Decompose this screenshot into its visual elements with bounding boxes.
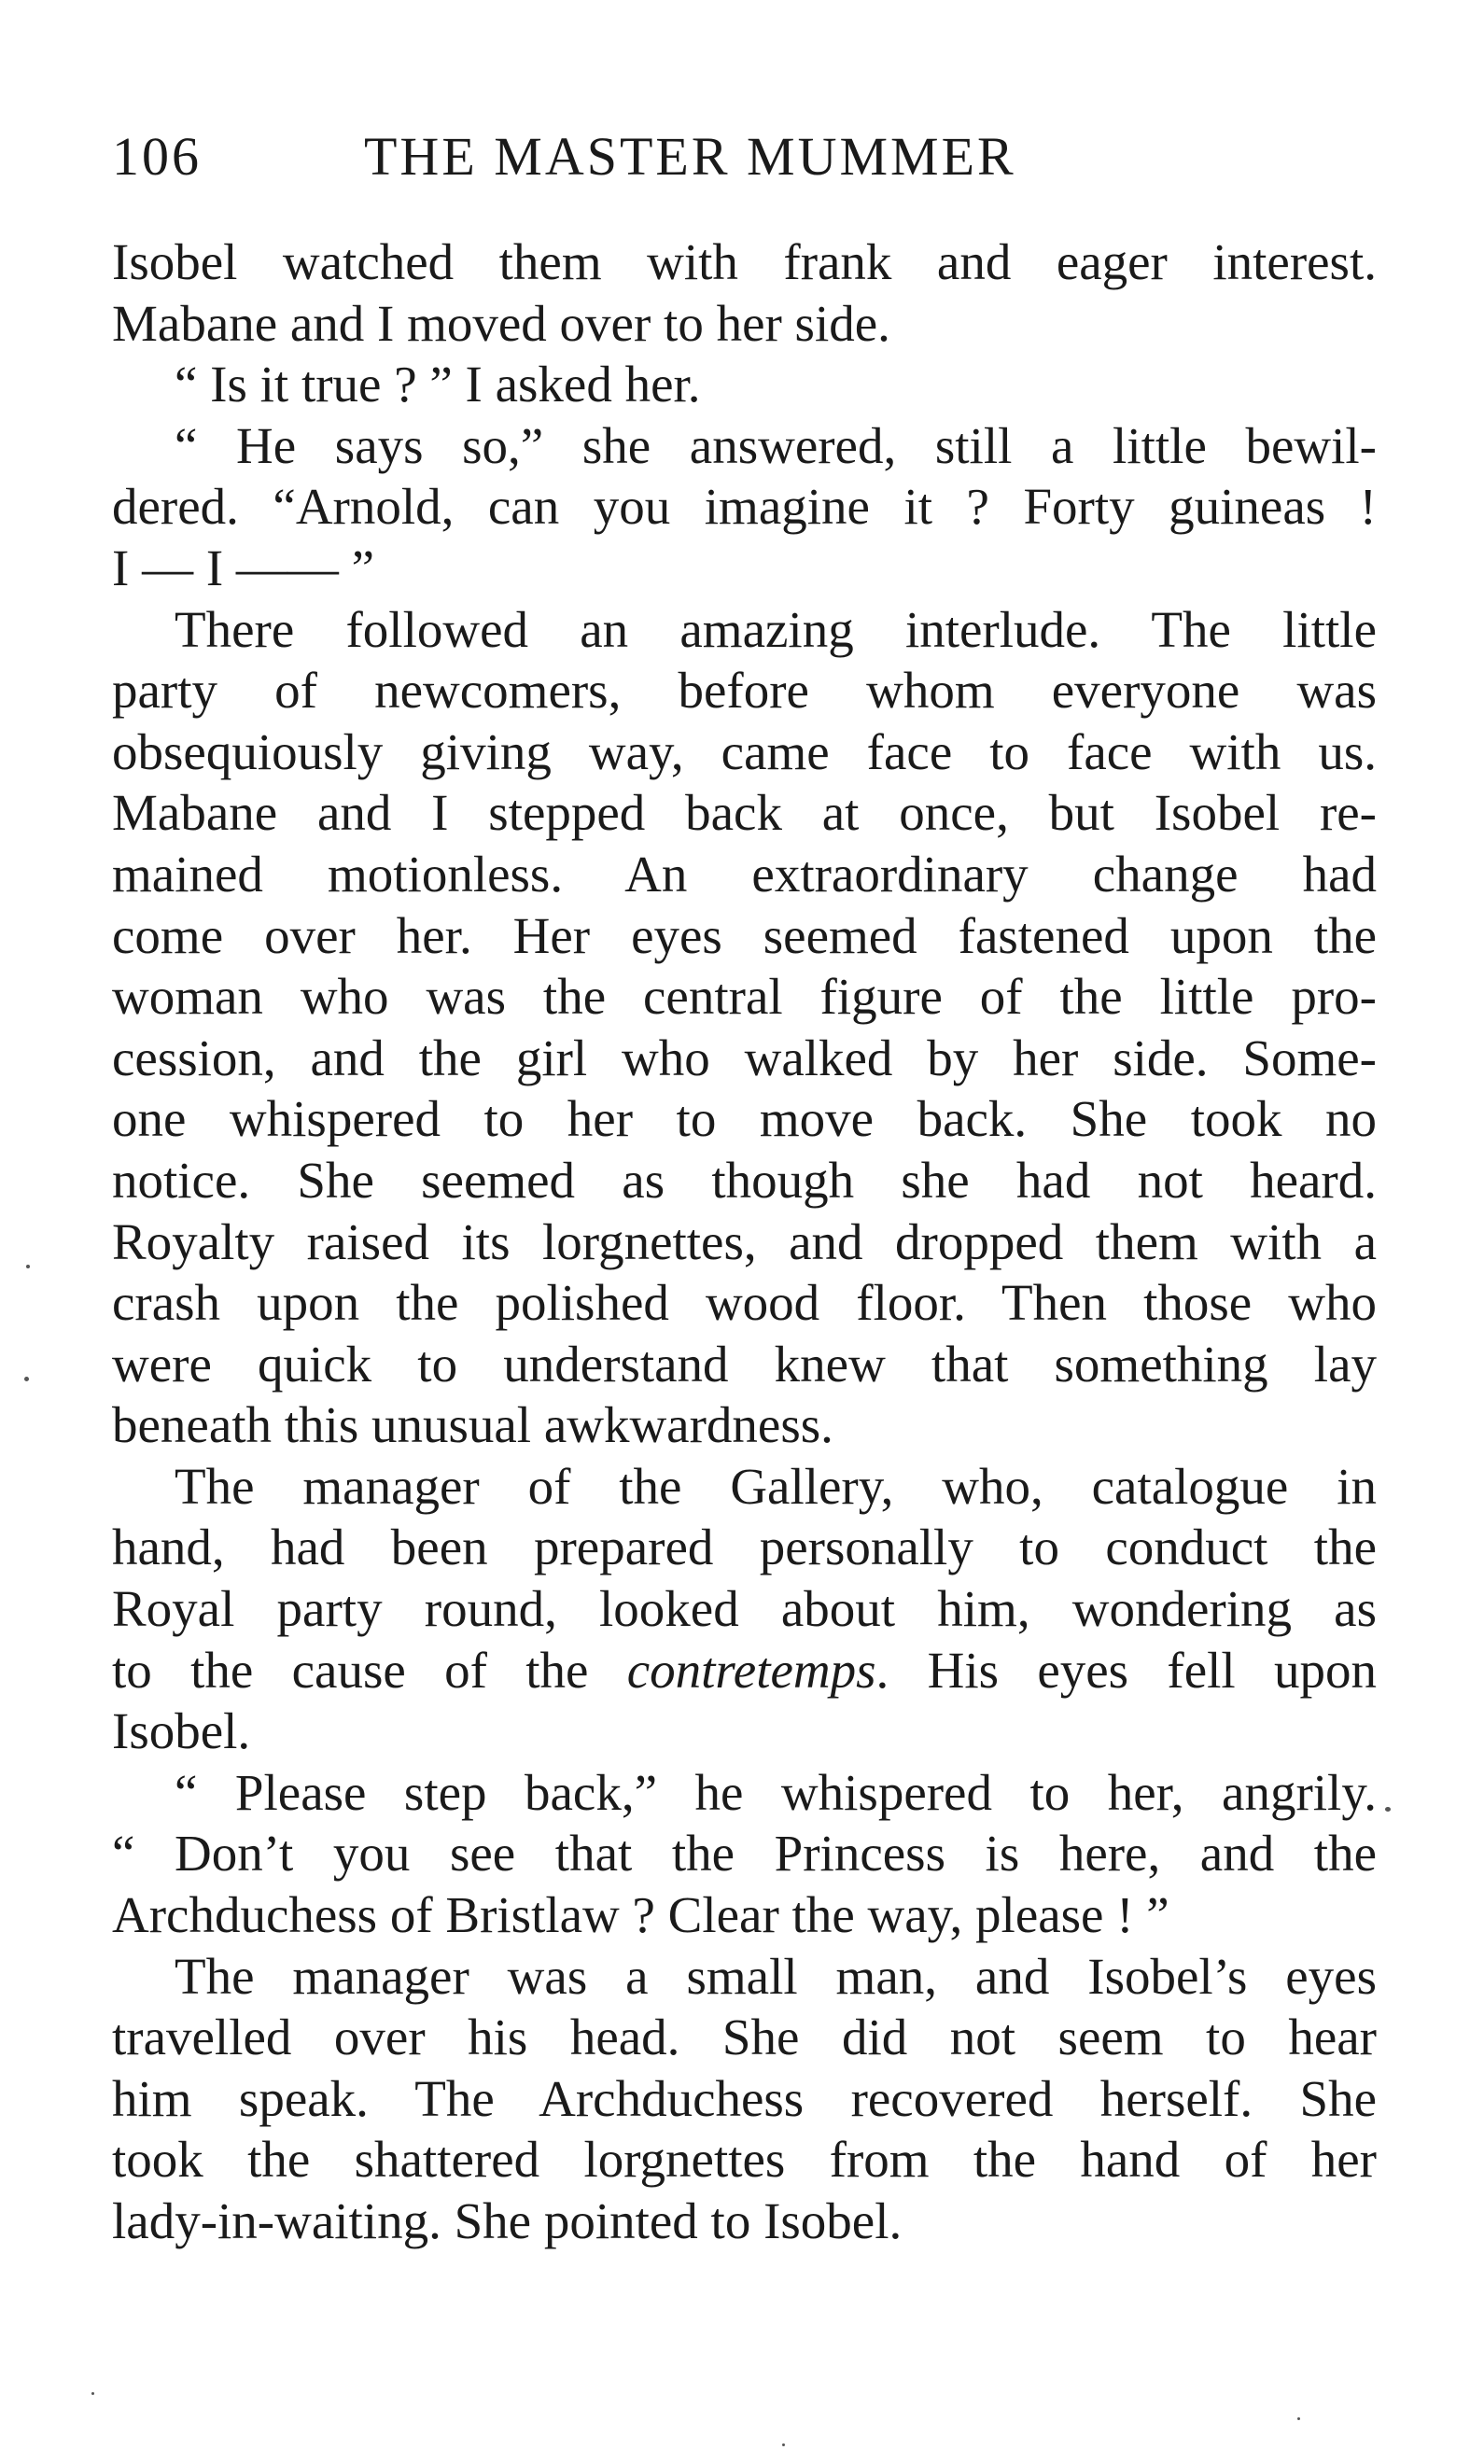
text-line: party of newcomers, before whom everyone was xyxy=(112,662,1377,720)
text-line: took the shattered lorgnettes from the hand of her xyxy=(112,2131,1377,2189)
text-line: “ Don’t you see that the Princess is here, and the xyxy=(112,1825,1377,1883)
text-line: The manager was a small man, and Isobel’s eyes xyxy=(175,1947,1377,2005)
scan-speck xyxy=(24,1377,29,1381)
text-line: were quick to understand knew that something lay xyxy=(112,1335,1377,1393)
scan-speck xyxy=(782,2443,785,2446)
text-line: “ He says so,” she answered, still a little bewil- xyxy=(175,416,1377,474)
running-title: THE MASTER MUMMER xyxy=(364,126,1016,187)
text-line: woman who was the central figure of the little pro- xyxy=(112,968,1377,1026)
text-line: Royalty raised its lorgnettes, and dropped them with a xyxy=(112,1212,1377,1270)
text-line: come over her. Her eyes seemed fastened upon the xyxy=(112,906,1377,964)
text-line: “ Is it true ? ” I asked her. xyxy=(175,356,701,413)
text-line: obsequiously giving way, came face to face with us. xyxy=(112,722,1377,780)
text-line: travelled over his head. She did not seem to hear xyxy=(112,2009,1377,2066)
text-line: dered. “Arnold, can you imagine it ? Forty guineas ! xyxy=(112,478,1377,536)
text-line: Isobel. xyxy=(112,1702,251,1760)
scan-speck xyxy=(26,1265,30,1268)
running-head xyxy=(112,119,1381,194)
text-line: cession, and the girl who walked by her side. Some- xyxy=(112,1029,1377,1086)
text-line: beneath this unusual awkwardness. xyxy=(112,1396,833,1454)
text-line: Mabane and I stepped back at once, but Isobel re- xyxy=(112,784,1377,842)
scan-speck xyxy=(91,2392,94,2395)
text-line: hand, had been prepared personally to conduct the xyxy=(112,1519,1377,1576)
text-line: him speak. The Archduchess recovered herself. She xyxy=(112,2069,1377,2127)
text-line: crash upon the polished wood floor. Then those who xyxy=(112,1274,1377,1332)
page-number: 106 xyxy=(112,126,202,187)
text-line: Isobel watched them with frank and eager interest. xyxy=(112,233,1377,290)
scan-speck xyxy=(1297,2417,1300,2420)
text-line: one whispered to her to move back. She took no xyxy=(112,1090,1377,1148)
italic-word: contretemps xyxy=(626,1641,876,1699)
text-line: The manager of the Gallery, who, catalogue in xyxy=(175,1457,1377,1515)
text-line: notice. She seemed as though she had not heard. xyxy=(112,1151,1377,1209)
text-line: I — I —— ” xyxy=(112,539,375,596)
text-line: Mabane and I moved over to her side. xyxy=(112,294,890,352)
text-line: “ Please step back,” he whispered to her, angrily. xyxy=(175,1763,1377,1821)
text-line: There followed an amazing interlude. The little xyxy=(175,600,1377,658)
text-line: Archduchess of Bristlaw ? Clear the way, please ! ” xyxy=(112,1886,1169,1944)
text-line: Royal party round, looked about him, wondering as xyxy=(112,1580,1377,1638)
body-text xyxy=(112,231,1377,2252)
text-line: to the cause of the contretemps. His eyes fell upon xyxy=(112,1641,1377,1699)
text-line: mained motionless. An extraordinary change had xyxy=(112,845,1377,903)
scan-speck xyxy=(1385,1807,1391,1812)
text-line: lady-in-waiting. She pointed to Isobel. xyxy=(112,2192,903,2249)
